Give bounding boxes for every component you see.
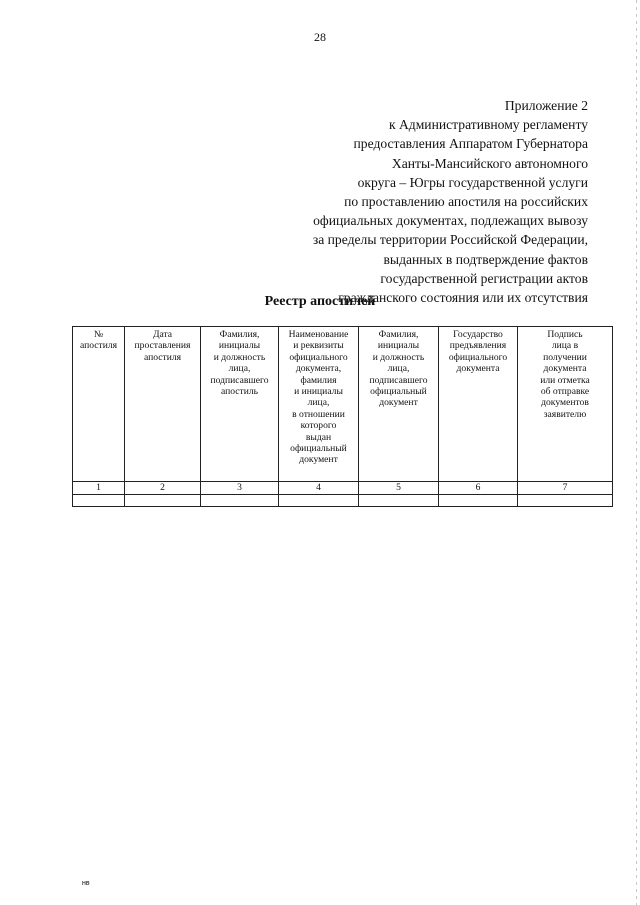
margin-mark: нв xyxy=(82,880,90,887)
registry-table xyxy=(72,326,613,507)
column-header xyxy=(125,327,201,482)
column-number-row xyxy=(73,482,613,495)
column-header-line: № xyxy=(93,329,104,340)
column-header xyxy=(201,327,279,482)
column-number: 7 xyxy=(518,482,613,495)
column-header-line: Фамилия, xyxy=(378,329,419,340)
column-header-line: фамилия xyxy=(300,374,337,386)
column-header-line: предъявления xyxy=(449,340,507,352)
appendix-line: округа – Югры государственной услуги xyxy=(357,174,588,190)
column-header-line: лица, xyxy=(387,363,410,375)
column-number: 4 xyxy=(279,482,359,495)
appendix-line: за пределы территории Российской Федерации, xyxy=(312,232,588,248)
table-cell xyxy=(279,495,359,507)
appendix-line: выданных в подтверждение фактов xyxy=(383,251,588,267)
column-header-line: заявителю xyxy=(543,408,587,420)
appendix-line: предоставления Аппаратом Губернатора xyxy=(353,136,588,152)
appendix-line: официальных документах, подлежащих вывозу xyxy=(313,213,588,229)
column-header-line: получении xyxy=(543,351,587,363)
column-number: 6 xyxy=(439,482,518,495)
appendix-line: по проставлению апостиля на российских xyxy=(344,194,588,210)
table-cell xyxy=(518,495,613,507)
table-cell xyxy=(201,495,279,507)
column-header-line: Фамилия, xyxy=(219,329,260,340)
column-header xyxy=(73,327,125,482)
column-header-line: апостиля xyxy=(143,351,182,363)
column-header-line: документ xyxy=(299,454,338,466)
appendix-header xyxy=(228,96,588,307)
appendix-line: Приложение 2 xyxy=(504,98,588,113)
table-header-row xyxy=(73,327,613,482)
column-header-line: об отправке xyxy=(540,386,590,398)
column-header-line: лица, xyxy=(228,363,251,375)
column-number: 5 xyxy=(359,482,439,495)
column-header-line: апостиля xyxy=(79,340,118,352)
column-header-line: инициалы xyxy=(377,340,420,352)
column-header xyxy=(439,327,518,482)
column-header-line: и должность xyxy=(372,351,425,363)
column-header-line: документа, xyxy=(295,363,342,375)
table-cell xyxy=(125,495,201,507)
column-header-line: которого xyxy=(300,420,337,432)
column-header-line: документ xyxy=(379,397,418,409)
page-number: 28 xyxy=(314,30,326,44)
registry-title: Реестр апостилей xyxy=(264,294,376,309)
column-header-line: и должность xyxy=(213,351,266,363)
column-header-line: выдан xyxy=(305,431,332,443)
column-header-line: документа xyxy=(456,363,500,375)
table-cell xyxy=(359,495,439,507)
column-header-line: в отношении xyxy=(292,408,345,420)
column-header-line: Наименование xyxy=(288,329,349,340)
column-header-line: и реквизиты xyxy=(293,340,344,352)
column-number: 1 xyxy=(73,482,125,495)
column-header-line: и инициалы xyxy=(294,386,343,398)
appendix-line: к Административному регламенту xyxy=(388,117,588,133)
column-header-line: Государство xyxy=(453,329,503,340)
column-header xyxy=(279,327,359,482)
column-header-line: официальный xyxy=(290,443,347,455)
table-cell xyxy=(73,495,125,507)
column-header xyxy=(518,327,613,482)
column-number: 3 xyxy=(201,482,279,495)
column-header-line: лица, xyxy=(307,397,330,409)
column-header-line: подписавшего xyxy=(210,374,269,386)
appendix-line: гражданского состояния или их отсутствия xyxy=(338,290,588,306)
column-header-line: лица в xyxy=(551,340,579,352)
column-number: 2 xyxy=(125,482,201,495)
column-header-line: инициалы xyxy=(218,340,261,352)
column-header-line: документа xyxy=(543,363,587,375)
appendix-line: Ханты-Мансийского автономного xyxy=(391,155,588,171)
column-header-line: Подпись xyxy=(547,329,583,340)
column-header-line: официального xyxy=(448,351,508,363)
column-header-line: апостиль xyxy=(220,386,259,398)
column-header-line: официальный xyxy=(370,386,427,398)
column-header xyxy=(359,327,439,482)
column-header-line: официального xyxy=(289,351,348,363)
table-row xyxy=(73,495,613,507)
column-header-line: подписавшего xyxy=(369,374,428,386)
scan-edge-dots xyxy=(636,0,637,905)
column-header-line: документов xyxy=(541,397,589,409)
column-header-line: или отметка xyxy=(540,374,590,386)
column-header-line: Дата xyxy=(152,329,173,340)
column-header-line: проставления xyxy=(134,340,191,352)
table-cell xyxy=(439,495,518,507)
appendix-line: государственной регистрации актов xyxy=(380,270,588,286)
